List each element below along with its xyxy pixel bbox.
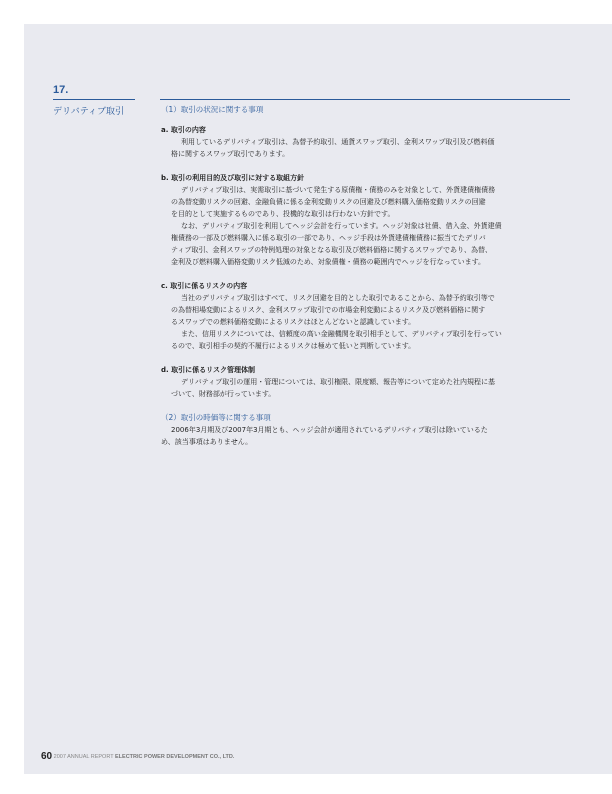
part2-heading: （2）取引の時価等に関する事項 bbox=[161, 413, 271, 422]
item-a-text: 利用しているデリバティブ取引は、為替予約取引、通貨スワップ取引、金利スワップ取引及び燃料価 格に関するスワップ取引であります。 bbox=[171, 138, 495, 158]
item-c-para1: 当社のデリバティブ取引はすべて、リスク回避を目的とした取引であることから、為替予約取引等で の為替相場変動によるリスク、金利スワップ取引での市場金利変動によるリスク及び燃料価格に関す るスワップでの燃料価格変動によるリスクはほとんどないと認識しています。 bbox=[171, 294, 495, 326]
item-b-para2: なお、デリバティブ取引を利用してヘッジ会計を行っています。ヘッジ対象は社債、借入金、外貨建債 権債務の一部及び燃料購入に係る取引の一部であり、ヘッジ手段は外貨建債権債務に振当てたデリバ ティブ取引、金利スワップの特例処理の対象となる取引及び燃料価格に関するスワップであり、為替、 金利及び燃料購入価格変動リスク低減のため、対象債権・債務の範囲内でヘッジを行なっています。 bbox=[171, 222, 502, 266]
item-d-heading: d. 取引に係るリスク管理体制 bbox=[161, 366, 255, 374]
page-number: 60 bbox=[41, 751, 53, 762]
part1-heading: （1）取引の状況に関する事項 bbox=[161, 105, 264, 114]
item-a-heading: a. 取引の内容 bbox=[161, 126, 206, 134]
section-number: 17. bbox=[53, 84, 69, 96]
part2-text: 2006年3月期及び2007年3月期とも、ヘッジ会計が適用されているデリバティブ取引は除いているた め、該当事項はありません。 bbox=[161, 426, 488, 446]
page-footer bbox=[41, 751, 234, 762]
item-c-heading: c. 取引に係るリスクの内容 bbox=[161, 282, 248, 290]
section-rule-right bbox=[160, 99, 570, 100]
item-b-heading: b. 取引の利用目的及び取引に対する取組方針 bbox=[161, 174, 305, 182]
company-name: ELECTRIC POWER DEVELOPMENT CO., LTD. bbox=[115, 754, 235, 760]
section-rule-left bbox=[53, 99, 135, 100]
section-title: デリバティブ取引 bbox=[53, 107, 125, 117]
item-c-para2: また、信用リスクについては、信頼度の高い金融機関を取引相手として、デリバティブ取引を行ってい るので、取引相手の契約不履行によるリスクは極めて低いと判断しています。 bbox=[171, 330, 502, 350]
report-year: 2007 ANNUAL REPORT bbox=[53, 754, 114, 760]
section-content bbox=[161, 104, 571, 448]
item-d-text: デリバティブ取引の運用・管理については、取引権限、限度額、報告等について定めた社内規程に基 づいて、財務部が行っています。 bbox=[171, 378, 495, 398]
item-b-para1: デリバティブ取引は、実需取引に基づいて発生する原債権・債務のみを対象として、外貨建債権債務 の為替変動リスクの回避、金融負債に係る金利変動リスクの回避及び燃料購入価格変動リスクの回避 を目的として実施するものであり、投機的な取引は行わない方針です。 bbox=[171, 186, 496, 218]
